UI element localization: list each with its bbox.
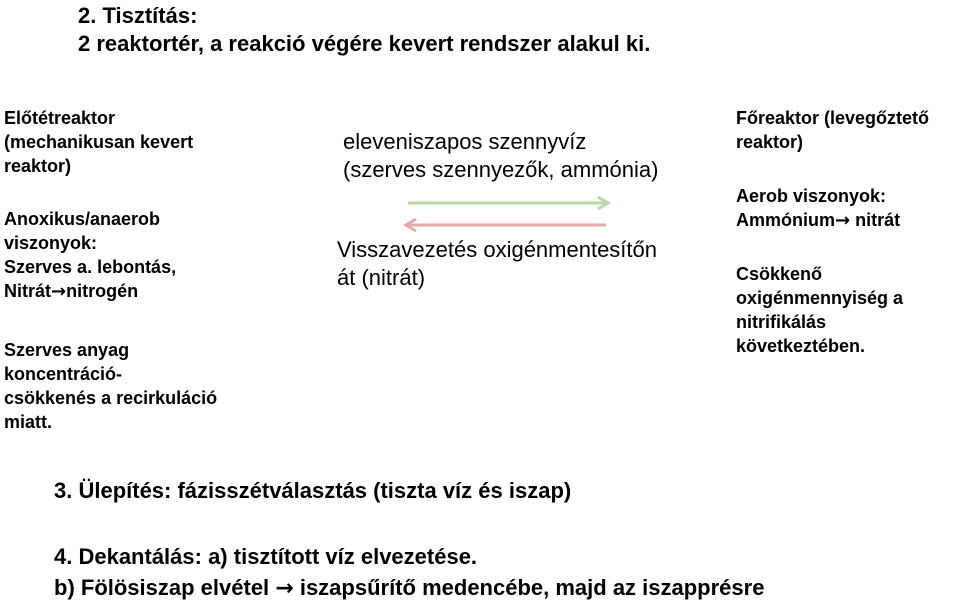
oxygen-line-2: oxigénmennyiség a [736, 288, 904, 308]
oxygen-line-3: nitrifikálás [736, 312, 827, 332]
right-arrow-icon: → [835, 210, 851, 231]
return-line-2: át (nitrát) [337, 265, 426, 290]
prereactor-title [4, 106, 193, 178]
forward-flow-arrow [408, 197, 608, 209]
inflow-description [343, 128, 658, 184]
oxygen-line-1: Csökkenő [736, 264, 823, 284]
return-flow-arrow [406, 219, 606, 231]
step-3-settling: 3. Ülepítés: fázisszétválasztás (tiszta víz és iszap) [54, 478, 572, 503]
prereactor-title-line-2: (mechanikusan kevert [4, 132, 194, 152]
main-reactor-conditions [736, 184, 900, 233]
step-4-decanting: 4. Dekantálás: a) tisztított víz elvezetése. [54, 544, 478, 569]
flow-arrows [400, 193, 615, 233]
right-arrow-icon: → [275, 576, 294, 601]
main-reactor-conditions-line-1: Aerob viszonyok: [736, 186, 887, 206]
prereactor-title-line-1: Előtétreaktor [4, 108, 116, 128]
main-reactor-title-line-1: Főreaktor (levegőztető [736, 108, 930, 128]
inflow-line-2: (szerves szennyezők, ammónia) [343, 157, 659, 182]
concentration-line-2: koncentráció- [4, 364, 123, 384]
step-4b-excess-sludge: b) Fölösiszap elvétel → iszapsűrítő medencébe, majd az iszapprésre [54, 575, 765, 601]
main-reactor-conditions-line-2: Ammónium→ nitrát [736, 210, 901, 231]
main-reactor-title [736, 106, 929, 154]
concentration-line-1: Szerves anyag [4, 340, 130, 360]
section-title: 2. Tisztítás: [78, 3, 198, 28]
prereactor-conditions-line-3: Szerves a. lebontás, [4, 257, 177, 277]
section-heading [78, 2, 650, 58]
oxygen-line-4: következtében. [736, 336, 866, 356]
main-reactor-title-line-2: reaktor) [736, 132, 804, 152]
prereactor-conditions [4, 207, 176, 304]
concentration-line-4: miatt. [4, 412, 53, 432]
prereactor-conditions-line-1: Anoxikus/anaerob [4, 209, 161, 229]
prereactor-concentration-note [4, 338, 217, 434]
prereactor-conditions-line-2: viszonyok: [4, 233, 98, 253]
right-arrow-icon: → [51, 281, 67, 302]
section-subtitle: 2 reaktortér, a reakció végére kevert rendszer alakul ki. [78, 31, 651, 56]
return-line-1: Visszavezetés oxigénmentesítőn [337, 237, 657, 262]
return-flow-description [337, 236, 657, 292]
concentration-line-3: csökkenés a recirkuláció [4, 388, 218, 408]
main-reactor-oxygen-note [736, 262, 903, 358]
prereactor-title-line-3: reaktor) [4, 156, 72, 176]
prereactor-conditions-line-4: Nitrát→nitrogén [4, 281, 139, 302]
inflow-line-1: eleveniszapos szennyvíz [343, 129, 587, 154]
